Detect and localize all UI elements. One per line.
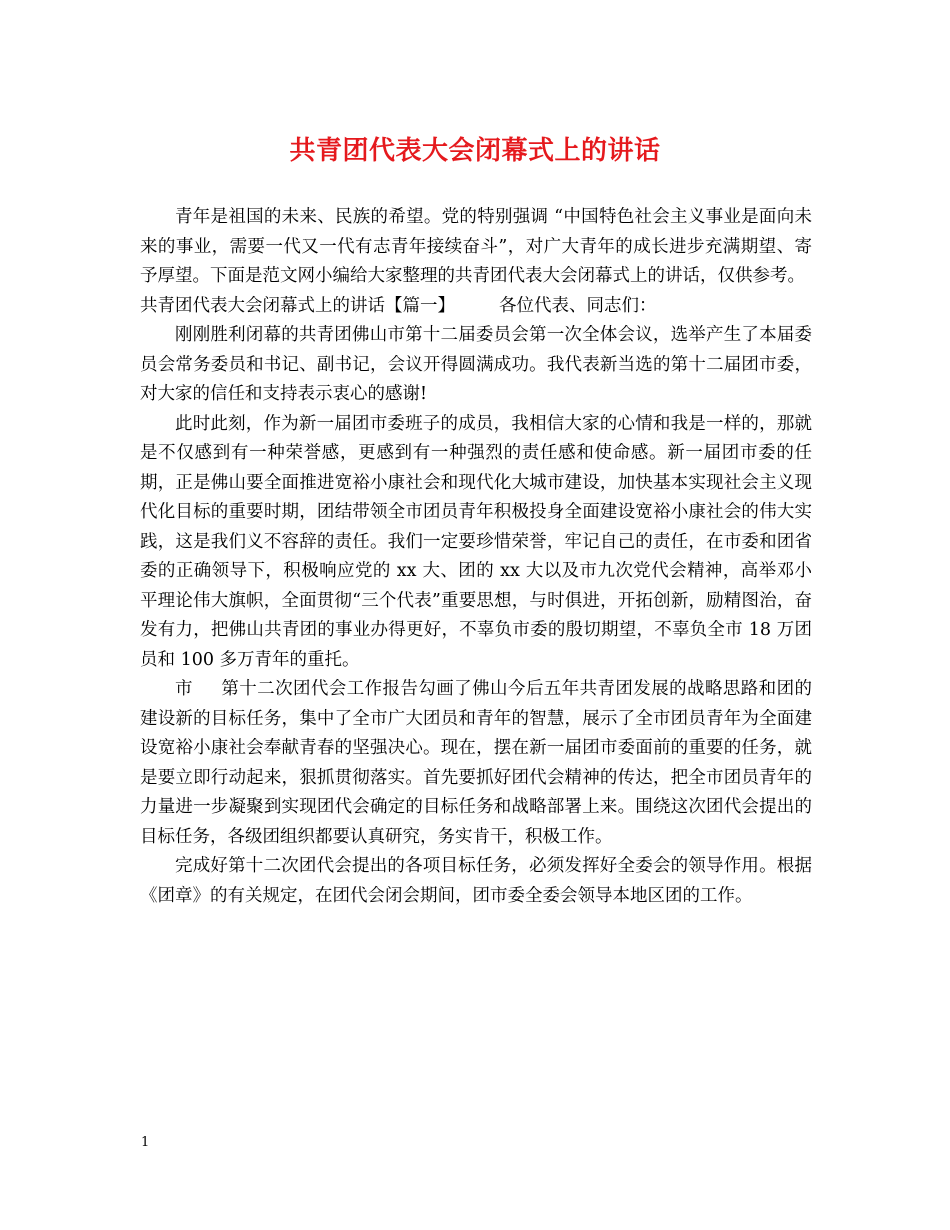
document-title: 共青团代表大会闭幕式上的讲话 xyxy=(289,136,661,166)
page-number: 1 xyxy=(141,1135,150,1150)
paragraph-1: 刚刚胜利闭幕的共青团佛山市第十二届委员会第一次全体会议，选举产生了本届委员会常务委员和书记、副书记，会议开得圆满成功。我代表新当选的第十二届团市委，对大家的信任和支持表示衷心的感谢! xyxy=(140,325,812,404)
document-body xyxy=(140,203,812,911)
salutation: 各位代表、同志们： xyxy=(499,295,657,316)
intro-paragraph: 青年是祖国的未来、民族的希望。党的特别强调 “中国特色社会主义事业是面向未来的事业，需要一代又一代有志青年接续奋斗”，对广大青年的成长进步充满期望、寄予厚望。下面是范文网小编给大家整理的共青团代表大会闭幕式上的讲话，仅供参考。 xyxy=(140,207,812,286)
section-heading-line xyxy=(140,292,812,322)
paragraph-3-lead: 市 xyxy=(175,679,193,699)
paragraph-3 xyxy=(140,675,812,852)
paragraph-3-text: 第十二次团代会工作报告勾画了佛山今后五年共青团发展的战略思路和团的建设新的目标任务，集中了全市广大团员和青年的智慧，展示了全市团员青年为全面建设宽裕小康社会奉献青春的坚强决心。现在，摆在新一届团市委面前的重要的任务，就是要立即行动起来，狠抓贯彻落实。首先要抓好团代会精神的传达，把全市团员青年的力量进一步凝聚到实现团代会确定的目标任务和战略部署上来。围绕这次团代会提出的目标任务，各级团组织都要认真研究，务实肯干，积极工作。 xyxy=(140,679,813,847)
paragraph-2: 此时此刻，作为新一届团市委班子的成员，我相信大家的心情和我是一样的，那就是不仅感到有一种荣誉感，更感到有一种强烈的责任感和使命感。新一届团市委的任期，正是佛山要全面推进宽裕小康社会和现代化大城市建设，加快基本实现社会主义现代化目标的重要时期，团结带领全市团员青年积极投身全面建设宽裕小康社会的伟大实践，这是我们义不容辞的责任。我们一定要珍惜荣誉，牢记自己的责任，在市委和团省委的正确领导下，积极响应党的 xx 大、团的 xx 大以及市九次党代会精神，高举邓小平理论伟大旗帜，全面贯彻“三个代表”重要思想，与时俱进，开拓创新，励精图治，奋发有力，把佛山共青团的事业办得更好，不辜负市委的殷切期望，不辜负全市 18 万团员和 100 多万青年的重托。 xyxy=(140,413,812,670)
paragraph-4: 完成好第十二次团代会提出的各项目标任务，必须发挥好全委会的领导作用。根据《团章》的有关规定，在团代会闭会期间，团市委全委会领导本地区团的工作。 xyxy=(140,856,812,906)
section-heading: 共青团代表大会闭幕式上的讲话【篇一】 xyxy=(140,295,455,316)
